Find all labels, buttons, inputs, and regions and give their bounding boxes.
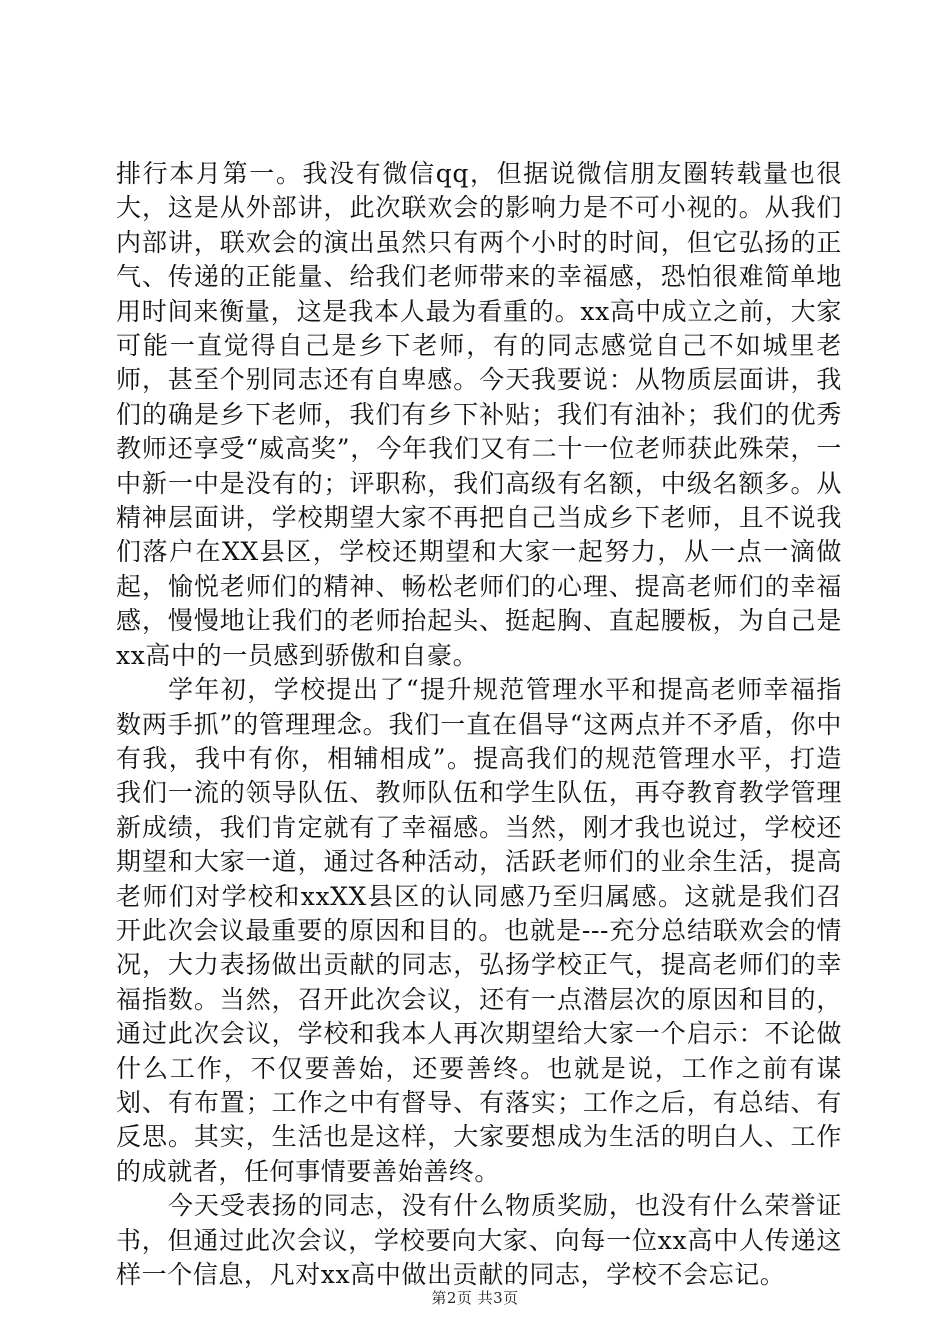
paragraph-1: 排行本月第一。我没有微信qq，但据说微信朋友圈转载量也很大，这是从外部讲，此次联欢会的影响力是不可小视的。从我们内部讲，联欢会的演出虽然只有两个小时的时间，但它弘扬的正气、传递的正能量、给我们老师带来的幸福感，恐怕很难简单地用时间来衡量，这是我本人最为看重的。xx高中成立之前，大家可能一直觉得自己是乡下老师，有的同志感觉自己不如城里老师，甚至个别同志还有自卑感。今天我要说：从物质层面讲，我们的确是乡下老师，我们有乡下补贴；我们有油补；我们的优秀教师还享受“威高奖”，今年我们又有二十一位老师获此殊荣，一中新一中是没有的；评职称，我们高级有名额，中级名额多。从精神层面讲，学校期望大家不再把自己当成乡下老师，且不说我们落户在XX县区，学校还期望和大家一起努力，从一点一滴做起，愉悦老师们的精神、畅松老师们的心理、提高老师们的幸福感，慢慢地让我们的老师抬起头、挺起胸、直起腰板，为自己是xx高中的一员感到骄傲和自豪。 — [116, 159, 842, 670]
paragraph-3: 今天受表扬的同志，没有什么物质奖励，也没有什么荣誉证书，但通过此次会议，学校要向大家、向每一位xx高中人传递这样一个信息，凡对xx高中做出贡献的同志，学校不会忘记。 — [116, 1191, 842, 1289]
paragraph-2: 学年初，学校提出了“提升规范管理水平和提高老师幸福指数两手抓”的管理理念。我们一直在倡导“这两点并不矛盾，你中有我，我中有你，相辅相成”。提高我们的规范管理水平，打造我们一流的领导队伍、教师队伍和学生队伍，再夺教育教学管理新成绩，我们肯定就有了幸福感。当然，刚才我也说过，学校还期望和大家一道，通过各种活动，活跃老师们的业余生活，提高老师们对学校和xxXX县区的认同感乃至归属感。这就是我们召开此次会议最重要的原因和目的。也就是---充分总结联欢会的情况，大力表扬做出贡献的同志，弘扬学校正气，提高老师们的幸福指数。当然，召开此次会议，还有一点潜层次的原因和目的，通过此次会议，学校和我本人再次期望给大家一个启示：不论做什么工作，不仅要善始，还要善终。也就是说，工作之前有谋划、有布置；工作之中有督导、有落实；工作之后，有总结、有反思。其实，生活也是这样，大家要想成为生活的明白人、工作的成就者，任何事情要善始善终。 — [116, 675, 842, 1186]
page-footer: 第2页 共3页 — [431, 1289, 519, 1307]
body-text — [116, 157, 842, 1292]
